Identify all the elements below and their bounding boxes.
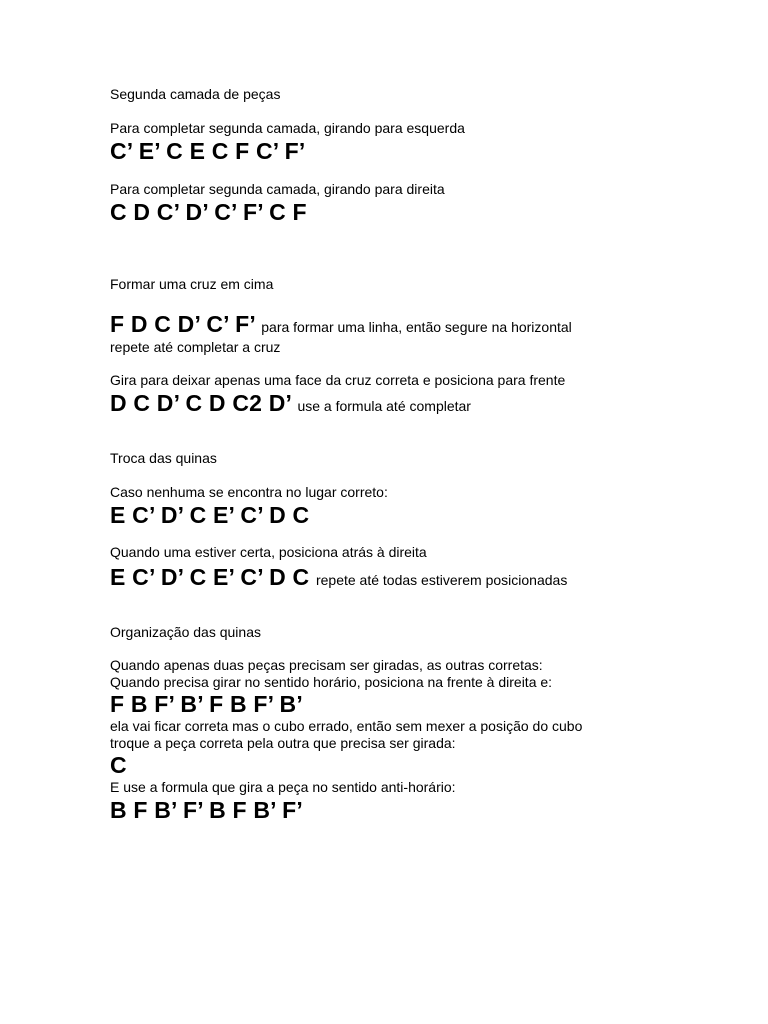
cross-line-note: para formar uma linha, então segure na horizontal (261, 319, 572, 335)
orient-formula-clockwise: F B F’ B’ F B F’ B’ (110, 691, 303, 717)
orient-line4: troque a peça correta pela outra que precisa ser girada: (110, 735, 456, 751)
section-title-troca-quinas: Troca das quinas (110, 450, 217, 466)
cross-face-formula: D C D’ C D C2 D’ (110, 390, 291, 416)
corner-case1-label: Caso nenhuma se encontra no lugar correto: (110, 484, 388, 500)
corner-case2-formula-row (110, 563, 567, 594)
corner-case1-formula: E C’ D’ C E’ C’ D C (110, 502, 310, 528)
cross-rotate-label: Gira para deixar apenas uma face da cruz correta e posiciona para frente (110, 372, 566, 388)
right-turn-formula: C D C’ D’ C’ F’ C F (110, 199, 307, 225)
section-title-segunda-camada: Segunda camada de peças (110, 86, 281, 102)
cross-face-note: use a formula até completar (297, 398, 471, 414)
orient-line2: Quando precisa girar no sentido horário, posiciona na frente à direita e: (110, 674, 553, 690)
cross-face-formula-row (110, 389, 471, 420)
section-title-cruz: Formar uma cruz em cima (110, 276, 274, 292)
orient-line5: E use a formula que gira a peça no sentido anti-horário: (110, 779, 456, 795)
corner-case2-label: Quando uma estiver certa, posiciona atrás à direita (110, 544, 427, 560)
cross-repeat-note: repete até completar a cruz (110, 339, 281, 355)
orient-formula-c: C (110, 752, 127, 778)
orient-line1: Quando apenas duas peças precisam ser giradas, as outras corretas: (110, 657, 543, 673)
orient-formula-counterclockwise: B F B’ F’ B F B’ F’ (110, 797, 303, 823)
cross-line-formula-row (110, 310, 572, 341)
corner-case2-formula: E C’ D’ C E’ C’ D C (110, 564, 310, 590)
left-turn-label: Para completar segunda camada, girando para esquerda (110, 120, 465, 136)
section-title-organizacao-quinas: Organização das quinas (110, 624, 261, 640)
left-turn-formula: C’ E’ C E C F C’ F’ (110, 138, 306, 164)
cross-line-formula: F D C D’ C’ F’ (110, 311, 255, 337)
right-turn-label: Para completar segunda camada, girando para direita (110, 181, 445, 197)
orient-line3: ela vai ficar correta mas o cubo errado, então sem mexer a posição do cubo (110, 718, 583, 734)
corner-case2-note: repete até todas estiverem posicionadas (315, 572, 568, 588)
